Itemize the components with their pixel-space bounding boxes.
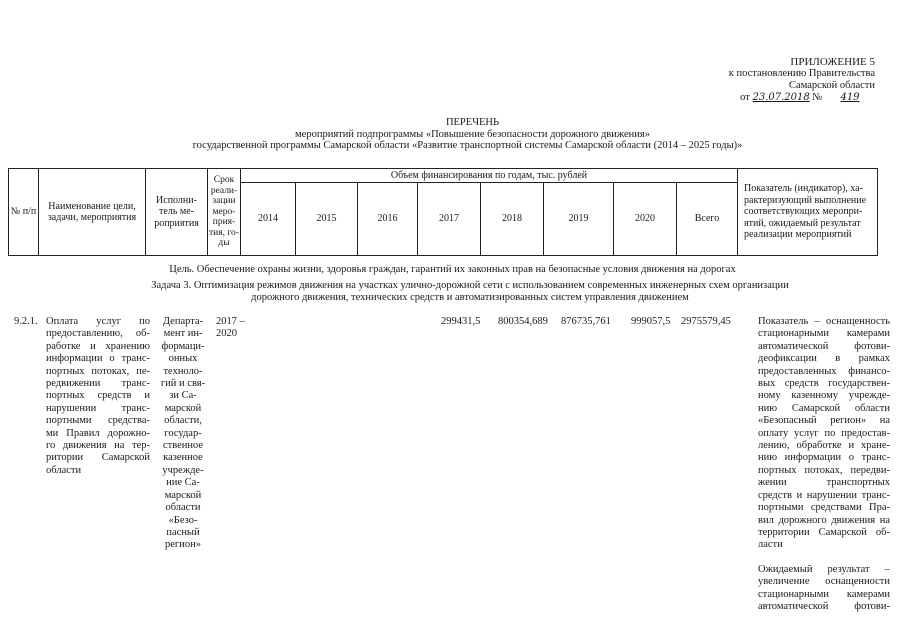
heading-line-2: государственной программы Самарской области «Развитие транспортной системы Самарской области (2014 – 2025 годы)» [192,140,743,151]
name-line: портных средств и [46,390,150,402]
handwritten-date: 23.07.2018 [752,92,810,103]
header-total: Всего [677,183,738,256]
result-line: автоматической фотови- [758,601,890,613]
appendix-date-line [700,92,875,104]
header-year-2017: 2017 [418,183,481,256]
header-year-2014: 2014 [241,183,296,256]
executor-line: марской [164,489,202,501]
header-year-2020: 2020 [614,183,677,256]
row-term [216,316,250,341]
header-year-2019: 2019 [544,183,614,256]
date-prefix: от [740,92,750,103]
executor-line: формаци- [161,340,205,352]
indicator-line: портных потоках, передви- [758,464,890,476]
heading-line-1: мероприятий подпрограммы «Повышение безопасности дорожного движения» [295,128,650,140]
value-2017: 299431,5 [441,316,481,327]
appendix-line-2: Самарской области [789,80,875,91]
executor-line: области [165,502,201,514]
indicator-line: вил дорожного движения на [758,514,890,526]
name-line: Оплата услуг по [46,316,150,327]
executor-line: области, [164,415,202,427]
name-line: предоставлению, об- [46,328,150,340]
value-2019: 876735,761 [561,316,611,327]
indicator-line: ному казенному учрежде- [758,390,890,402]
value-2018: 800354,689 [498,316,548,327]
name-line: области [46,464,82,476]
handwritten-number: 419 [840,92,860,103]
value-2020: 999057,5 [631,316,671,327]
document-heading [0,117,905,152]
indicator-line: ласти [758,539,783,551]
term-line: 2017 – [216,316,245,327]
heading-title: ПЕРЕЧЕНЬ [445,117,500,128]
number-prefix: № [812,92,823,103]
term-line: 2020 [216,328,237,340]
executor-line: «Безо- [168,514,198,526]
indicator-line: Показатель – оснащенность [758,316,890,327]
name-line: информации о транс- [46,353,150,365]
name-line: ми Правил дорожно- [46,427,150,439]
indicator-line: вых средств государствен- [758,378,890,390]
indicator-line: портными средствами Пра- [758,502,890,514]
indicator-line: нию Самарской области [758,402,890,414]
header-name: Наименование цели, задачи, мероприятия [39,169,146,256]
executor-line: техноло- [163,365,203,377]
goal-text: Цель. Обеспечение охраны жизни, здоровья граждан, гарантий их законных прав на безопасные условия движения на дорогах [169,264,736,275]
executor-line: ственное [162,440,204,452]
result-line: стационарными камерами [758,588,890,600]
result-line: увеличение оснащенности [758,576,890,588]
appendix-block [700,56,875,104]
executor-line: ние Са- [166,477,200,489]
name-line: работке и хранению [46,340,150,352]
header-indicator: Показатель (индикатор), ха-рактеризующий выполнение соответствующих меропри-ятий, ожидаемый результат реализации мероприятий [738,169,878,256]
row-number: 9.2.1. [14,316,38,327]
executor-line: гий и свя- [160,378,206,390]
executor-line: пасный [166,526,200,538]
executor-line: зи Са- [169,390,197,402]
result-line: Ожидаемый результат – [758,564,890,575]
header-year-2015: 2015 [296,183,358,256]
appendix-line-1: к постановлению Правительства [728,68,875,79]
header-term: Срок реали-зации меро-прия-тия, го-ды [208,169,241,256]
row-indicator [758,316,890,552]
name-line: редвижении транс- [46,378,150,390]
indicator-line: стационарными камерами [758,328,890,340]
executor-line: учрежде- [162,464,204,476]
header-year-2016: 2016 [358,183,418,256]
indicator-line: оплату услуг по предостав- [758,427,890,439]
row-executor [152,316,214,552]
name-line: портных потоках, пе- [46,365,150,377]
executor-line: мент ин- [163,328,203,340]
name-line: ритории Самарской [46,452,150,464]
indicator-line: автоматической фотови- [758,340,890,352]
header-num: № п/п [9,169,39,256]
executor-line: казенное [163,452,203,464]
header-year-2018: 2018 [481,183,544,256]
executor-line: онных [168,353,198,365]
task-text: Задача 3. Оптимизация режимов движения на участках улично-дорожной сети с использованием современных инженерных схем организации дорожного движения, технических средств и автоматизированных систем управления движением [151,280,789,303]
row-expected-result [758,564,890,614]
indicator-line: нию информации о транс- [758,452,890,464]
executor-line: государ- [164,427,202,439]
executor-line: Департа- [162,316,204,327]
name-line: го движения на тер- [46,440,150,452]
indicator-line: лению, обработке и хране- [758,440,890,452]
appendix-title: ПРИЛОЖЕНИЕ 5 [790,56,875,68]
indicator-line: «Безопасный регион» на [758,415,890,427]
indicator-line: предоставленных финансо- [758,365,890,377]
indicator-line: территории Самарской об- [758,526,890,538]
executor-line: марской [164,402,202,414]
name-line: нарушении транс- [46,402,150,414]
row-name [46,316,150,477]
indicator-line: деофиксации в рамках [758,353,890,365]
header-executor: Исполни-тель ме-роприятия [146,169,208,256]
header-table [8,168,878,256]
indicator-line: средств и нарушении транс- [758,489,890,501]
name-line: портными средства- [46,415,150,427]
indicator-line: жении транспортных [758,477,890,489]
executor-line: регион» [165,539,201,551]
header-funding: Объем финансирования по годам, тыс. рублей [241,169,738,183]
value-total: 2975579,45 [681,316,731,327]
